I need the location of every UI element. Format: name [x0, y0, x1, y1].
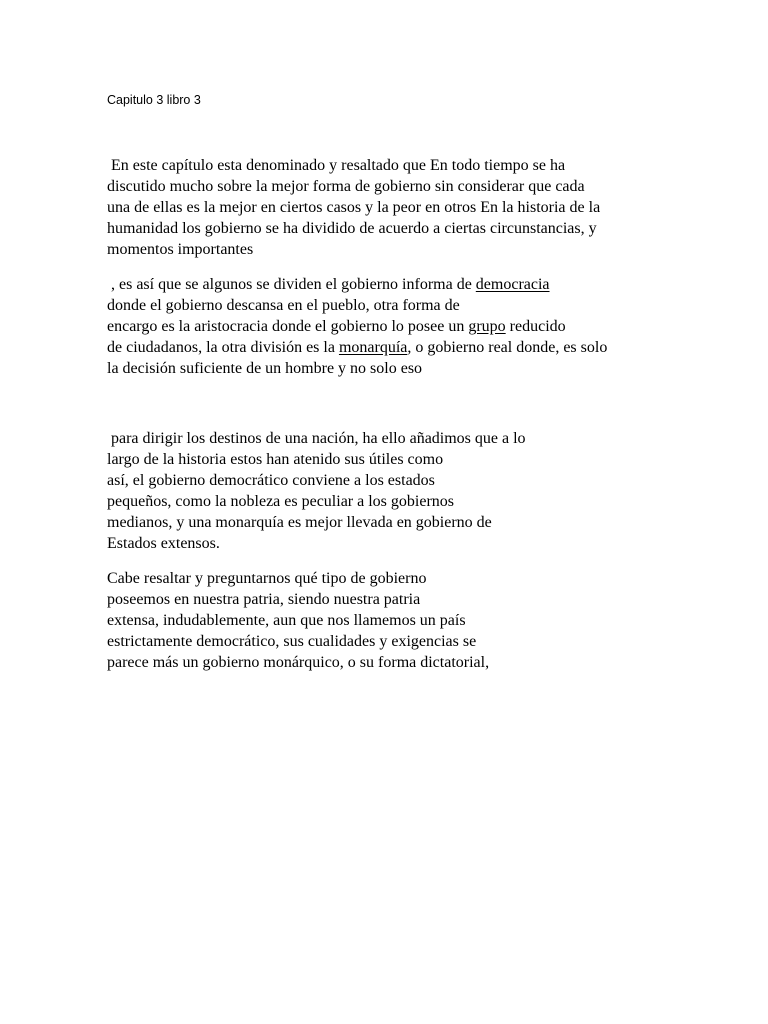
paragraph-2-line: donde el gobierno descansa en el pueblo, otra forma de	[107, 297, 460, 314]
paragraph-1-line: una de ellas es la mejor en ciertos casos y la peor en otros En la historia de la	[107, 199, 601, 216]
link-grupo[interactable]: grupo	[468, 318, 506, 335]
paragraph-2-line	[107, 316, 607, 337]
paragraph-1-line: humanidad los gobierno se ha dividido de acuerdo a ciertas circunstancias, y	[107, 220, 597, 237]
paragraph-1	[107, 155, 600, 260]
paragraph-4-line: Cabe resaltar y preguntarnos qué tipo de gobierno	[107, 570, 427, 587]
document-heading: Capitulo 3 libro 3	[107, 93, 201, 107]
paragraph-2-text: , o gobierno real donde, es solo	[407, 339, 608, 356]
paragraph-3	[107, 428, 526, 554]
paragraph-2-text: encargo es la aristocracia donde el gobierno lo posee un	[107, 318, 469, 335]
paragraph-3-line: largo de la historia estos han atenido sus útiles como	[107, 451, 444, 468]
paragraph-2-text: de ciudadanos, la otra división es la	[107, 339, 339, 356]
paragraph-2-text: , es así que se algunos se dividen el gobierno informa de	[107, 276, 476, 293]
paragraph-2-line: la decisión suficiente de un hombre y no solo eso	[107, 360, 423, 377]
paragraph-3-line: Estados extensos.	[107, 535, 220, 552]
paragraph-4	[107, 568, 489, 673]
link-democracia[interactable]: democracia	[475, 276, 550, 293]
paragraph-4-line: estrictamente democrático, sus cualidades y exigencias se	[107, 633, 477, 650]
paragraph-1-line: En este capítulo esta denominado y resaltado que En todo tiempo se ha	[107, 157, 566, 174]
paragraph-2-line	[107, 337, 607, 358]
paragraph-2-text: reducido	[505, 318, 566, 335]
link-monarquia[interactable]: monarquía	[338, 339, 408, 356]
paragraph-1-line: momentos importantes	[107, 241, 254, 258]
paragraph-3-line: pequeños, como la nobleza es peculiar a los gobiernos	[107, 493, 454, 510]
paragraph-1-line: discutido mucho sobre la mejor forma de gobierno sin considerar que cada	[107, 178, 585, 195]
paragraph-4-line: poseemos en nuestra patria, siendo nuestra patria	[107, 591, 421, 608]
paragraph-3-line: así, el gobierno democrático conviene a los estados	[107, 472, 435, 489]
paragraph-3-line: medianos, y una monarquía es mejor llevada en gobierno de	[107, 514, 492, 531]
paragraph-2	[107, 274, 607, 379]
paragraph-3-line: para dirigir los destinos de una nación, ha ello añadimos que a lo	[107, 430, 526, 447]
paragraph-4-line: parece más un gobierno monárquico, o su forma dictatorial,	[107, 654, 490, 671]
paragraph-4-line: extensa, indudablemente, aun que nos llamemos un país	[107, 612, 466, 629]
paragraph-2-line	[107, 274, 607, 295]
